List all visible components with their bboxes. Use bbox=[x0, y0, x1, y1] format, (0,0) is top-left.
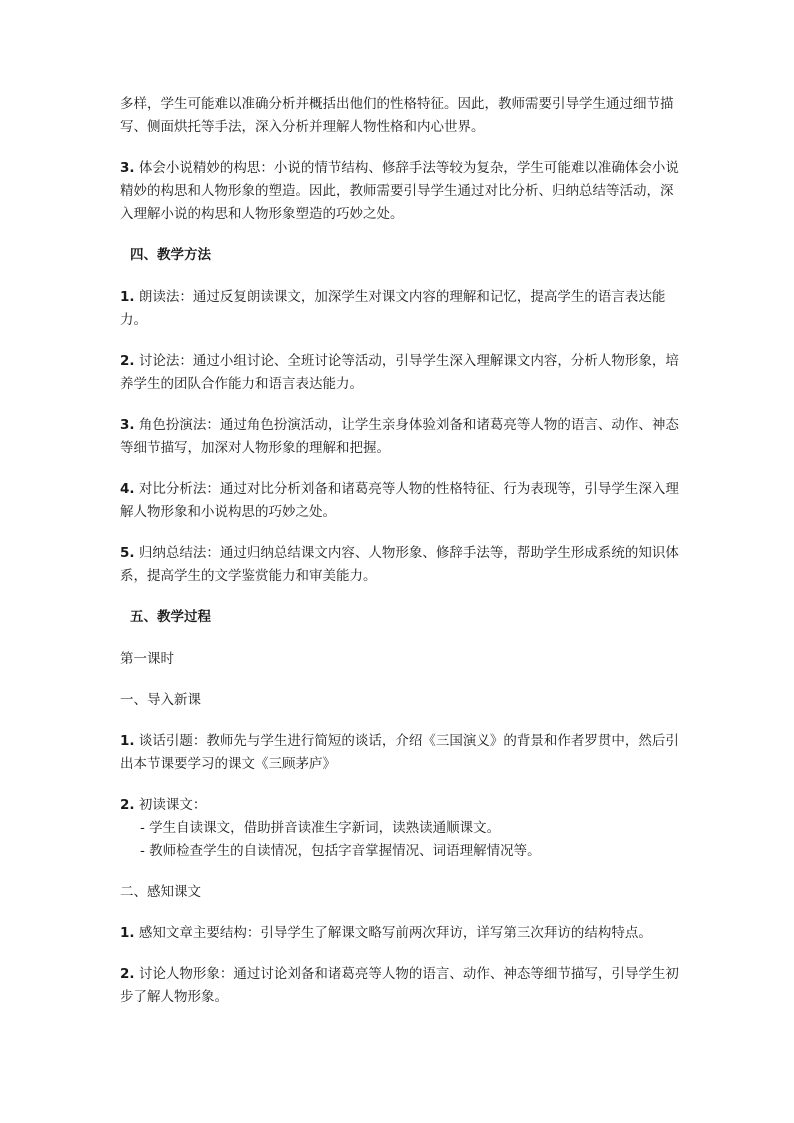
section-heading-teaching-process: 五、教学过程 bbox=[130, 609, 211, 625]
item-text: 讨论人物形象：通过讨论刘备和诸葛亮等人物的语言、动作、神态等细节描写，引导学生初步了解人物形象。 bbox=[120, 966, 679, 1005]
item-number: 2. bbox=[120, 797, 135, 813]
paragraph-text: 多样，学生可能难以准确分析并概括出他们的性格特征。因此，教师需要引导学生通过细节描写、侧面烘托等手法，深入分析并理解人物性格和内心世界。 bbox=[120, 96, 674, 135]
paragraph-text: 体会小说精妙的构思：小说的情节结构、修辞手法等较为复杂，学生可能难以准确体会小说精妙的构思和人物形象的塑造。因此，教师需要引导学生通过对比分析、归纳总结等活动，深入理解小说的构思和人物形象塑造的巧妙之处。 bbox=[120, 160, 679, 222]
subsection-heading-intro: 一、导入新课 bbox=[120, 692, 201, 708]
intro-item-conversation bbox=[120, 730, 680, 776]
lesson-label: 第一课时 bbox=[120, 651, 174, 667]
item-text: 归纳总结法：通过归纳总结课文内容、人物形象、修辞手法等，帮助学生形成系统的知识体系，提高学生的文学鉴赏能力和审美能力。 bbox=[120, 545, 679, 584]
item-number: 5. bbox=[120, 545, 135, 561]
paragraph-character-analysis bbox=[120, 93, 680, 139]
item-number: 2. bbox=[120, 353, 135, 369]
document-page bbox=[120, 93, 680, 1027]
paragraph-novel-structure bbox=[120, 157, 680, 226]
sub-item-teacher-check: - 教师检查学生的自读情况，包括字音掌握情况、词语理解情况等。 bbox=[140, 843, 541, 859]
item-text: 朗读法：通过反复朗读课文，加深学生对课文内容的理解和记忆，提高学生的语言表达能力。 bbox=[120, 289, 666, 328]
item-text: 讨论法：通过小组讨论、全班讨论等活动，引导学生深入理解课文内容，分析人物形象，培养学生的团队合作能力和语言表达能力。 bbox=[120, 353, 679, 392]
method-item-discussion bbox=[120, 350, 680, 396]
item-text: 初读课文： bbox=[134, 797, 207, 813]
item-number: 1. bbox=[120, 289, 135, 305]
item-text: 角色扮演法：通过角色扮演活动，让学生亲身体验刘备和诸葛亮等人物的语言、动作、神态等细节描写，加深对人物形象的理解和把握。 bbox=[120, 417, 679, 456]
item-line bbox=[120, 794, 680, 817]
item-text: 对比分析法：通过对比分析刘备和诸葛亮等人物的性格特征、行为表现等，引导学生深入理解人物形象和小说构思的巧妙之处。 bbox=[120, 481, 679, 520]
item-number: 1. bbox=[120, 925, 135, 941]
method-item-summary bbox=[120, 542, 680, 588]
method-item-reading bbox=[120, 286, 680, 332]
item-number: 4. bbox=[120, 481, 135, 497]
item-number: 2. bbox=[120, 966, 135, 982]
method-item-role-play bbox=[120, 414, 680, 460]
section-heading-teaching-methods: 四、教学方法 bbox=[130, 247, 211, 263]
perceive-item-characters bbox=[120, 963, 680, 1009]
item-number: 1. bbox=[120, 733, 135, 749]
method-item-comparison bbox=[120, 478, 680, 524]
item-number: 3. bbox=[120, 160, 135, 176]
item-text: 感知文章主要结构：引导学生了解课文略写前两次拜访，详写第三次拜访的结构特点。 bbox=[134, 925, 652, 941]
item-text: 谈话引题：教师先与学生进行简短的谈话，介绍《三国演义》的背景和作者罗贯中，然后引出本节课要学习的课文《三顾茅庐》 bbox=[120, 733, 679, 772]
subsection-heading-perceive: 二、感知课文 bbox=[120, 884, 201, 900]
perceive-item-structure bbox=[120, 922, 680, 945]
item-number: 3. bbox=[120, 417, 135, 433]
intro-item-first-reading bbox=[120, 794, 680, 863]
sub-item-self-reading: - 学生自读课文，借助拼音读准生字新词，读熟读通顺课文。 bbox=[140, 820, 501, 836]
